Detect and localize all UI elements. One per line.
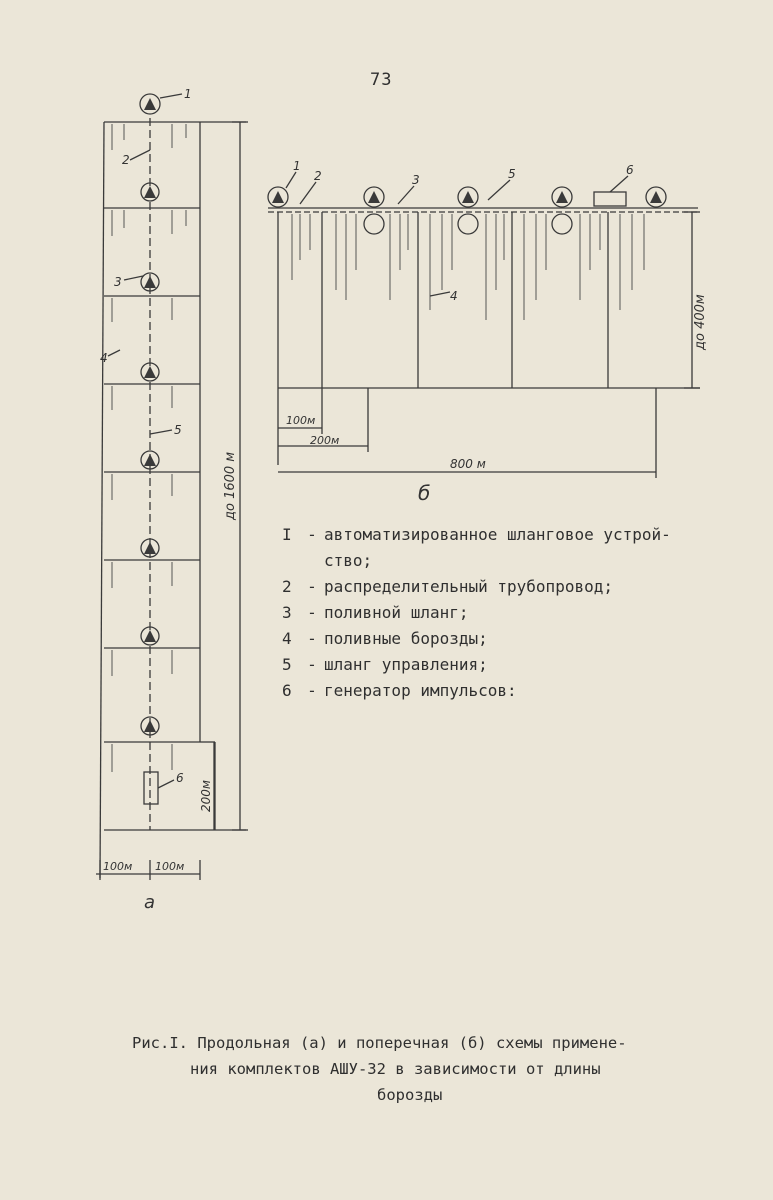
- b-panel-label: б: [418, 481, 431, 505]
- a-width-right: 100м: [155, 860, 185, 873]
- caption-line-2: ния комплектов АШУ-32 в зависимости от длины: [190, 1060, 601, 1078]
- a-callout-3: 3: [114, 275, 122, 289]
- b-devices-bottom: [364, 214, 572, 234]
- b-callout-6: 6: [626, 163, 634, 177]
- a-dimension-total: до 1600 м: [223, 451, 238, 520]
- legend-item: 4 - поливные борозды;: [282, 629, 488, 648]
- b-callout-4: 4: [450, 289, 458, 303]
- legend-item: ство;: [324, 551, 373, 570]
- b-callout-5: 5: [508, 167, 516, 181]
- figure-caption: [132, 1030, 692, 1108]
- b-callout-2: 2: [314, 169, 322, 183]
- legend: [282, 522, 712, 704]
- legend-item: 6 - генератор импульсов:: [282, 681, 517, 700]
- legend-item: I - автоматизированное шланговое устрой-: [282, 525, 671, 544]
- b-dim-100: 100м: [286, 414, 316, 427]
- a-callout-1: 1: [184, 87, 192, 101]
- b-dim-200: 200м: [310, 434, 340, 447]
- a-callout-6: 6: [176, 771, 184, 785]
- b-dimension-height: до 400м: [693, 294, 708, 350]
- a-callout-2: 2: [122, 153, 130, 167]
- a-dimension-segment: 200м: [199, 780, 213, 812]
- page-number: 73: [370, 70, 393, 90]
- legend-item: 5 - шланг управления;: [282, 655, 488, 674]
- a-callout-5: 5: [174, 423, 182, 437]
- caption-line-3: борозды: [377, 1086, 443, 1104]
- caption-line-1: Рис.I. Продольная (а) и поперечная (б) схемы примене-: [132, 1034, 627, 1052]
- a-callout-4: 4: [100, 351, 108, 365]
- legend-item: 3 - поливной шланг;: [282, 603, 469, 622]
- a-width-left: 100м: [103, 860, 133, 873]
- legend-item: 2 - распределительный трубопровод;: [282, 577, 613, 596]
- b-callout-3: 3: [412, 173, 420, 187]
- b-callout-1: 1: [293, 159, 301, 173]
- diagram-b: [268, 172, 700, 478]
- b-dim-800: 800 м: [450, 457, 486, 471]
- a-panel-label: a: [144, 892, 156, 913]
